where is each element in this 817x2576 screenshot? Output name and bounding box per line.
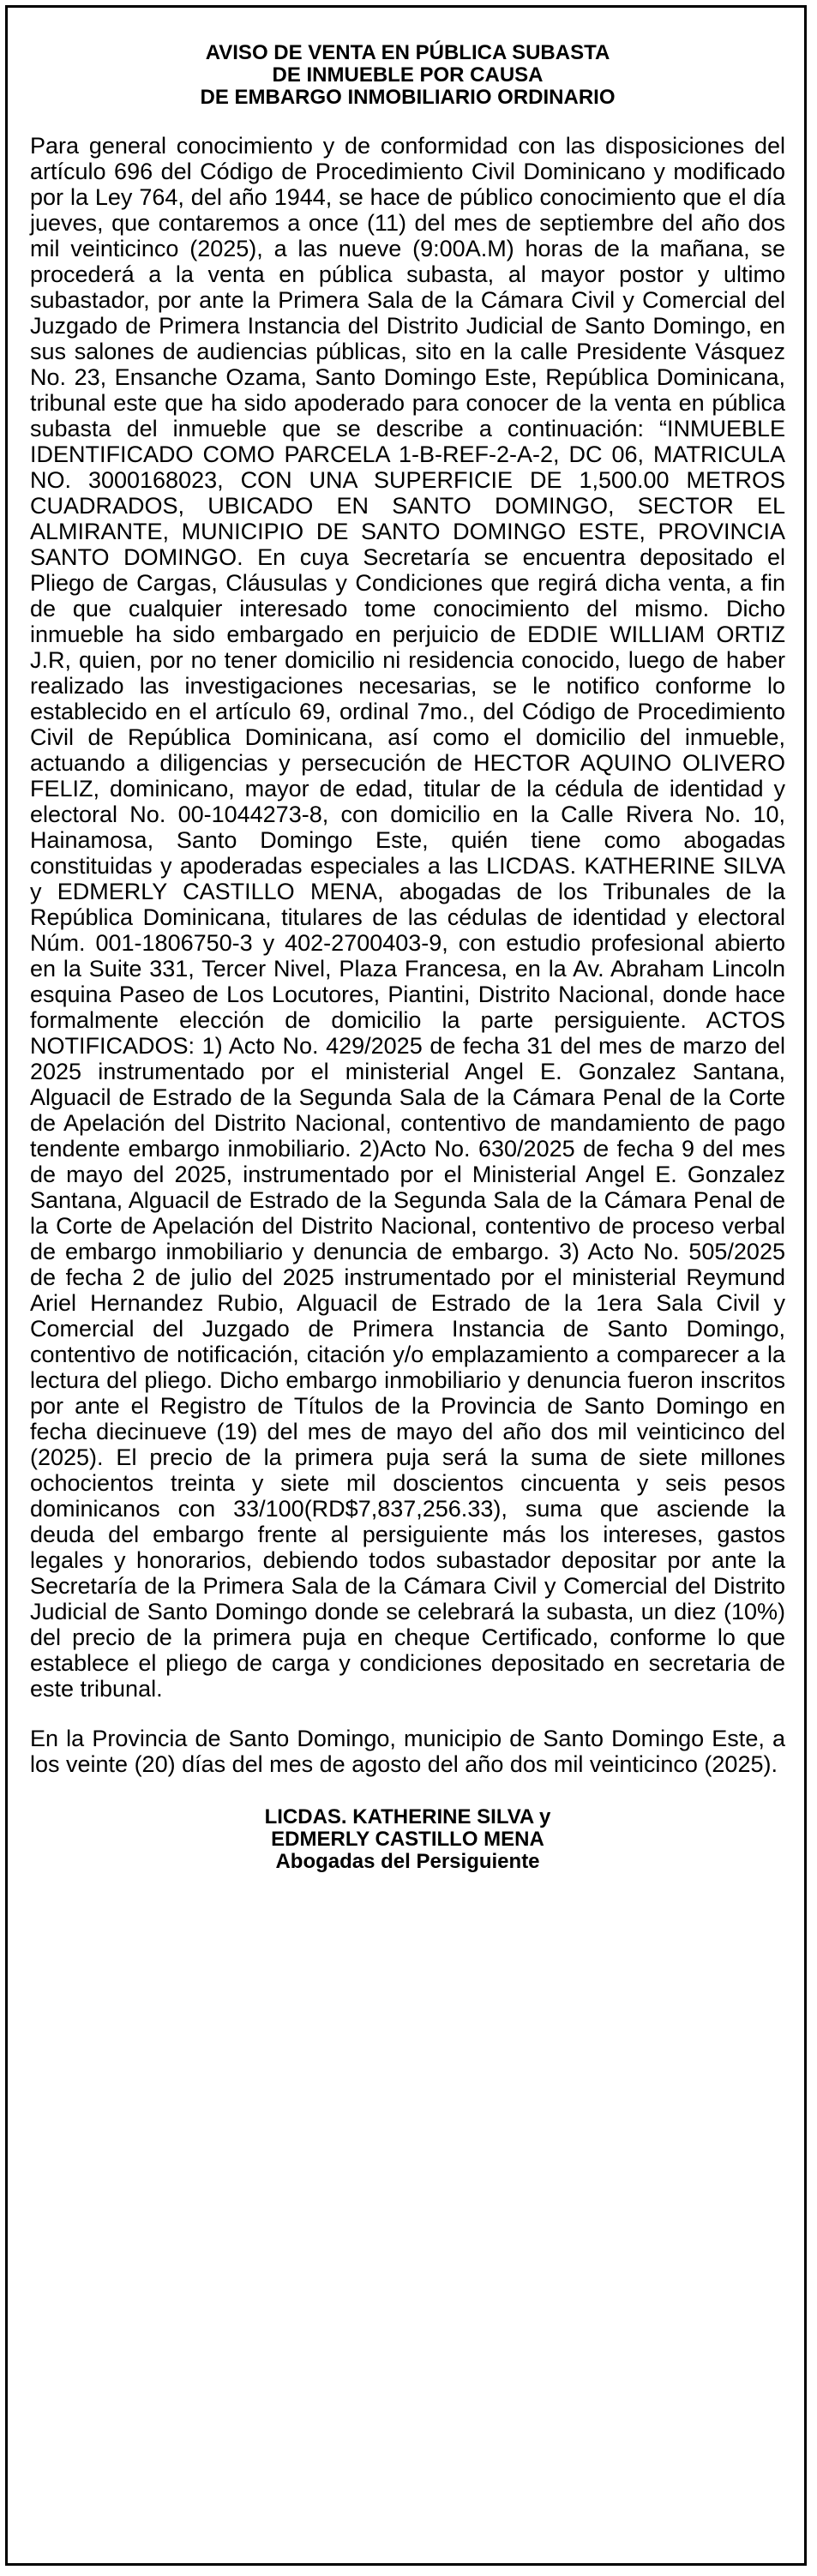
legal-notice	[5, 5, 807, 2566]
notice-title	[30, 42, 785, 109]
signature-block	[30, 1806, 785, 1873]
title-line-3: DE EMBARGO INMOBILIARIO ORDINARIO	[200, 86, 616, 109]
signature-line-1: LICDAS. KATHERINE SILVA y	[264, 1805, 551, 1828]
signature-line-2: EDMERLY CASTILLO MENA	[271, 1828, 544, 1851]
notice-body: Para general conocimiento y de conformidad con las disposiciones del artículo 696 del Código de Procedimiento Civil Dominicano y modificado por la Ley 764, del año 1944, se hace de público conocimiento que el día jueves, que contaremos a once (11) del mes de septiembre del año dos mil veinticinco (2025), a las nueve (9:00A.M) horas de la mañana, se procederá a la venta en pública subasta, al mayor postor y ultimo subastador, por ante la Primera Sala de la Cámara Civil y Comercial del Juzgado de Primera Instancia del Distrito Judicial de Santo Domingo, en sus salones de audiencias públicas, sito en la calle Presidente Vásquez No. 23, Ensanche Ozama, Santo Domingo Este, República Dominicana, tribunal este que ha sido apoderado para conocer de la venta en pública subasta del inmueble que se describe a continuación: “INMUEBLE IDENTIFICADO COMO PARCELA 1-B-REF-2-A-2, DC 06, MATRICULA NO. 3000168023, CON UNA SUPERFICIE DE 1,500.00 METROS CUADRADOS, UBICADO EN SANTO DOMINGO, SECTOR EL ALMIRANTE, MUNICIPIO DE SANTO DOMINGO ESTE, PROVINCIA SANTO DOMINGO. En cuya Secretaría se encuentra depositado el Pliego de Cargas, Cláusulas y Condiciones que regirá dicha venta, a fin de que cualquier interesado tome conocimiento del mismo. Dicho inmueble ha sido embargado en perjuicio de EDDIE WILLIAM ORTIZ J.R, quien, por no tener domicilio ni residencia conocido, luego de haber realizado las investigaciones necesarias, se le notifico conforme lo establecido en el artículo 69, ordinal 7mo., del Código de Procedimiento Civil de República Dominicana, así como el domicilio del inmueble, actuando a diligencias y persecución de HECTOR AQUINO OLIVERO FELIZ, dominicano, mayor de edad, titular de la cédula de identidad y electoral No. 00-1044273-8, con domicilio en la Calle Rivera No. 10, Hainamosa, Santo Domingo Este, quién tiene como abogadas constituidas y apoderadas especiales a las LICDAS. KATHERINE SILVA y EDMERLY CASTILLO MENA, abogadas de los Tribunales de la República Dominicana, titulares de las cédulas de identidad y electoral Núm. 001-1806750-3 y 402-2700403-9, con estudio profesional abierto en la Suite 331, Tercer Nivel, Plaza Francesa, en la Av. Abraham Lincoln esquina Paseo de Los Locutores, Piantini, Distrito Nacional, donde hace formalmente elección de domicilio la parte persiguiente. ACTOS NOTIFICADOS: 1) Acto No. 429/2025 de fecha 31 del mes de marzo del 2025 instrumentado por el ministerial Angel E. Gonzalez Santana, Alguacil de Estrado de la Segunda Sala de la Cámara Penal de la Corte de Apelación del Distrito Nacional, contentivo de mandamiento de pago tendente embargo inmobiliario. 2)Acto No. 630/2025 de fecha 9 del mes de mayo del 2025, instrumentado por el Ministerial Angel E. Gonzalez Santana, Alguacil de Estrado de la Segunda Sala de la Cámara Penal de la Corte de Apelación del Distrito Nacional, contentivo de proceso verbal de embargo inmobiliario y denuncia de embargo. 3) Acto No. 505/2025 de fecha 2 de julio del 2025 instrumentado por el ministerial Reymund Ariel Hernandez Rubio, Alguacil de Estrado de la 1era Sala Civil y Comercial del Juzgado de Primera Instancia de Santo Domingo, contentivo de notificación, citación y/o emplazamiento a comparecer a la lectura del pliego. Dicho embargo inmobiliario y denuncia fueron inscritos por ante el Registro de Títulos de la Provincia de Santo Domingo en fecha diecinueve (19) del mes de mayo del año dos mil veinticinco del (2025). El precio de la primera puja será la suma de siete millones ochocientos treinta y siete mil doscientos cincuenta y seis pesos dominicanos con 33/100(RD$7,837,256.33), suma que asciende la deuda del embargo frente al persiguiente más los intereses, gastos legales y honorarios, debiendo todos subastador depositar por ante la Secretaría de la Primera Sala de la Cámara Civil y Comercial del Distrito Judicial de Santo Domingo donde se celebrará la subasta, un diez (10%) del precio de la primera puja en cheque Certificado, conforme lo que establece el pliego de carga y condiciones depositado en secretaria de este tribunal.	[30, 133, 785, 1702]
title-line-1: AVISO DE VENTA EN PÚBLICA SUBASTA	[205, 41, 610, 64]
notice-closing: En la Provincia de Santo Domingo, municipio de Santo Domingo Este, a los veinte (20) días del mes de agosto del año dos mil veinticinco (2025).	[30, 1726, 785, 1777]
signature-line-3: Abogadas del Persiguiente	[275, 1850, 540, 1873]
title-line-2: DE INMUEBLE POR CAUSA	[272, 63, 544, 87]
